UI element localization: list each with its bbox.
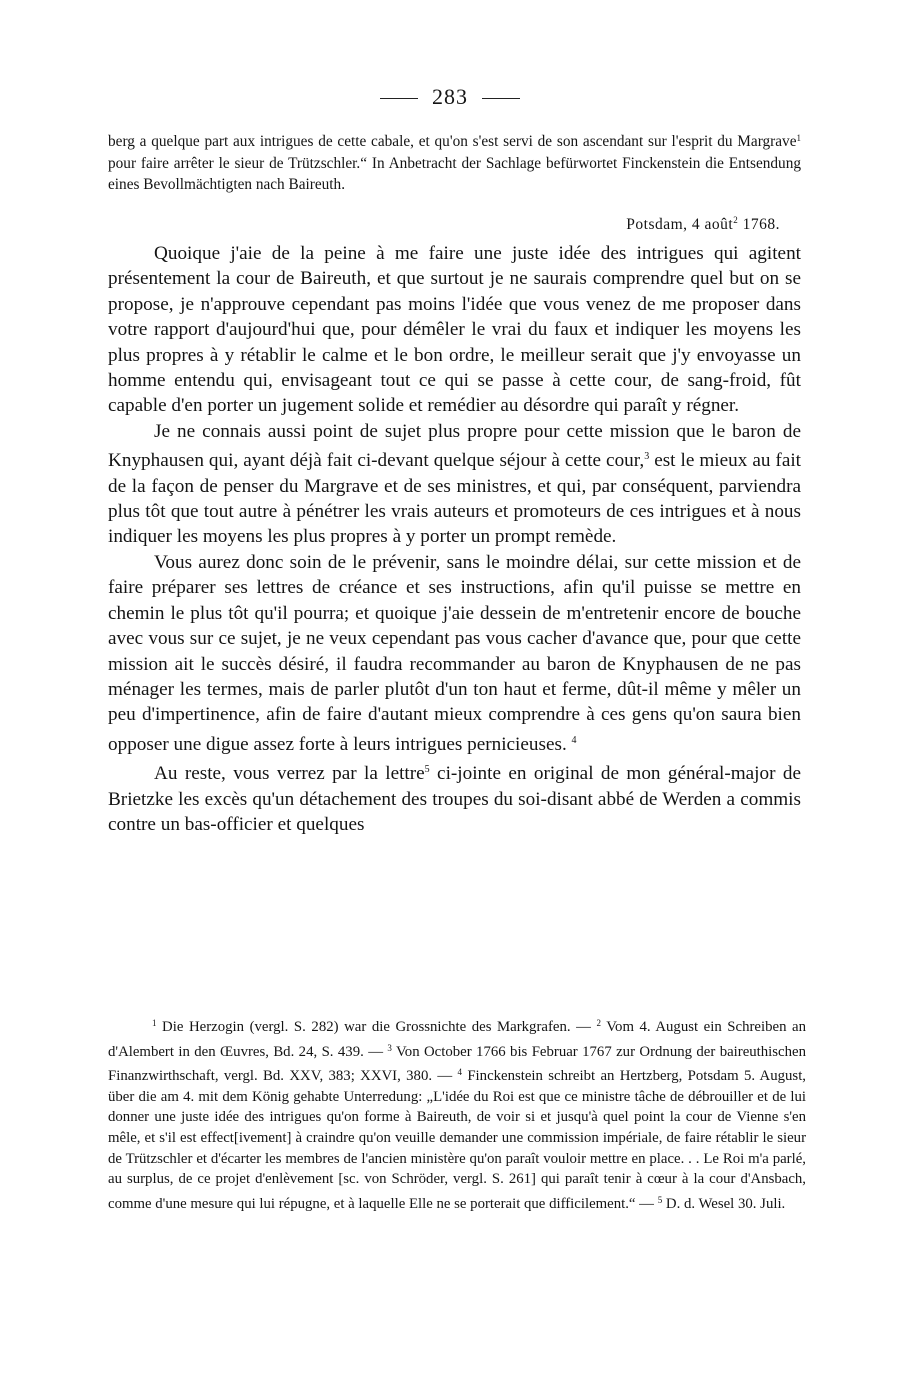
page-number	[0, 84, 900, 110]
intro-text-1: berg a quelque part aux intrigues de cette cabale, et qu'on s'est servi de son ascendant sur l'esprit du Margrave	[108, 133, 797, 150]
page-number-text: 283	[432, 84, 468, 109]
footnote-text-5: D. d. Wesel 30. Juli.	[662, 1195, 786, 1212]
footnote-text-1: Die Herzogin (vergl. S. 282) war die Grossnichte des Markgrafen. —	[156, 1019, 597, 1035]
footnote-text-3: Von October 1766 bis Februar 1767 zur Ordnung der baireuthischen Finanzwirthschaft, vergl. Bd. XXV, 383; XXVI, 380. —	[108, 1043, 806, 1085]
body-paragraph-4	[108, 757, 801, 837]
footnotes-paragraph	[108, 1013, 806, 1214]
footnotes	[108, 1013, 806, 1214]
footnote-text-2: Vom 4. August ein Schreiben an d'Alembert in den Œuvres, Bd. 24, S. 439. —	[108, 1019, 806, 1060]
footnote-number-1: 1	[152, 1018, 157, 1028]
footnote-number-2: 2	[596, 1018, 601, 1028]
date-line	[626, 215, 780, 234]
body-paragraph-2-text-b: est le mieux au fait de la façon de penser du Margrave et de ses ministres, et qui, par conséquent, parviendra plus tôt que tout autre à pénétrer les vrais auteurs et promoteurs de ces intrigues et à nous indiquer les moyens les plus propres à y porter un prompt remède.	[108, 450, 801, 548]
body-paragraph-4-text-b: ci-jointe en original de mon général-major de Brietzke les excès qu'un détachement des troupes du soi-disant abbé de Werden a commis contre un bas-officier et quelques	[108, 763, 801, 835]
date-year: 1768.	[738, 216, 780, 234]
footnote-text-4: Finckenstein schreibt an Hertzberg, Potsdam 5. August, über die am 4. mit dem König gehabte Unterredung: „L'idée du Roi est que ce ministre tâche de débrouiller et de lui donner une juste idée des intrigues qu'on forme à Baireuth, de voir si et jusqu'à quel point la cour de Vienne s'en mêle, et s'il est effect[ivement] à craindre qu'on veuille demander une commission impériale, de faire rétablir le sieur de Trützschler et d'écarter les membres de l'ancien ministère qu'on paraît vouloir mettre en place. . . Le Roi m'a parlé, au surplus, de ce projet d'enlèvement [sc. von Schröder, vergl. S. 261] qui paraît tenir à cœur à la cour d'Ansbach, comme d'une mesure qui lui répugne, et à laquelle Elle ne se porterait que difficilement.“ —	[108, 1068, 807, 1212]
footnote-ref-1: 1	[796, 133, 801, 143]
body-paragraph-2-text-a: Je ne connais aussi point de sujet plus propre pour cette mission que le baron de Knyphausen qui, ayant déjà fait ci-devant quelque séjour à cette cour,	[108, 420, 801, 472]
body-paragraph-4-text-a: Au reste, vous verrez par la lettre	[154, 763, 425, 785]
intro-paragraph	[108, 128, 801, 196]
body-paragraph-3	[108, 550, 801, 757]
page-number-rule-right	[482, 98, 520, 99]
body-paragraph-2	[108, 419, 801, 550]
letter-body	[108, 241, 801, 837]
footnote-number-5: 5	[657, 1194, 663, 1205]
footnote-ref-2: 2	[733, 215, 739, 225]
footnote-ref-3: 3	[644, 451, 650, 463]
footnote-number-3: 3	[387, 1042, 392, 1053]
date-place: Potsdam, 4 août	[626, 216, 734, 234]
footnote-ref-4: 4	[571, 734, 577, 746]
footnote-number-4: 4	[457, 1067, 462, 1078]
body-paragraph-1: Quoique j'aie de la peine à me faire une juste idée des intrigues qui agitent présentement la cour de Baireuth, et que surtout je ne saurais comprendre quel but on se propose, je n'approuve cependant pas moins l'idée que vous venez de me proposer dans votre rapport d'aujourd'hui que, pour démêler le vrai du faux et indiquer les moyens les plus propres à y rétablir le calme et le bon ordre, le meilleur serait que j'y envoyasse un homme entendu qui, envisageant tout ce qui se passe à cette cour, de sang-froid, fût capable d'en porter un jugement solide et remédier au désordre qui paraît y régner.	[108, 243, 801, 417]
body-paragraph-3-text: Vous aurez donc soin de le prévenir, sans le moindre délai, sur cette mission et de faire préparer ses lettres de créance et ses instructions, afin qu'il puisse se mettre en chemin le plus tôt qu'il pourra; et quoique j'aie dessein de m'entretenir encore de bouche avec vous sur ce sujet, je ne veux cependant pas vous cacher d'avance que, pour que cette mission ait le succès désiré, il faudra recommander au baron de Knyphausen de ne pas ménager les termes, mais de parler plutôt d'un ton haut et ferme, dût-il même y mêler un peu d'impertinence, afin de faire d'autant mieux comprendre à ces gens qu'on saura bien opposer une digue assez forte à leurs intrigues pernicieuses.	[108, 551, 801, 755]
page-number-rule-left	[380, 98, 418, 99]
footnote-ref-5: 5	[424, 764, 430, 776]
intro-text-2: pour faire arrêter le sieur de Trützschler.“ In Anbetracht der Sachlage befürwortet Finckenstein die Entsendung eines Bevollmächtigten nach Baireuth.	[108, 154, 801, 193]
